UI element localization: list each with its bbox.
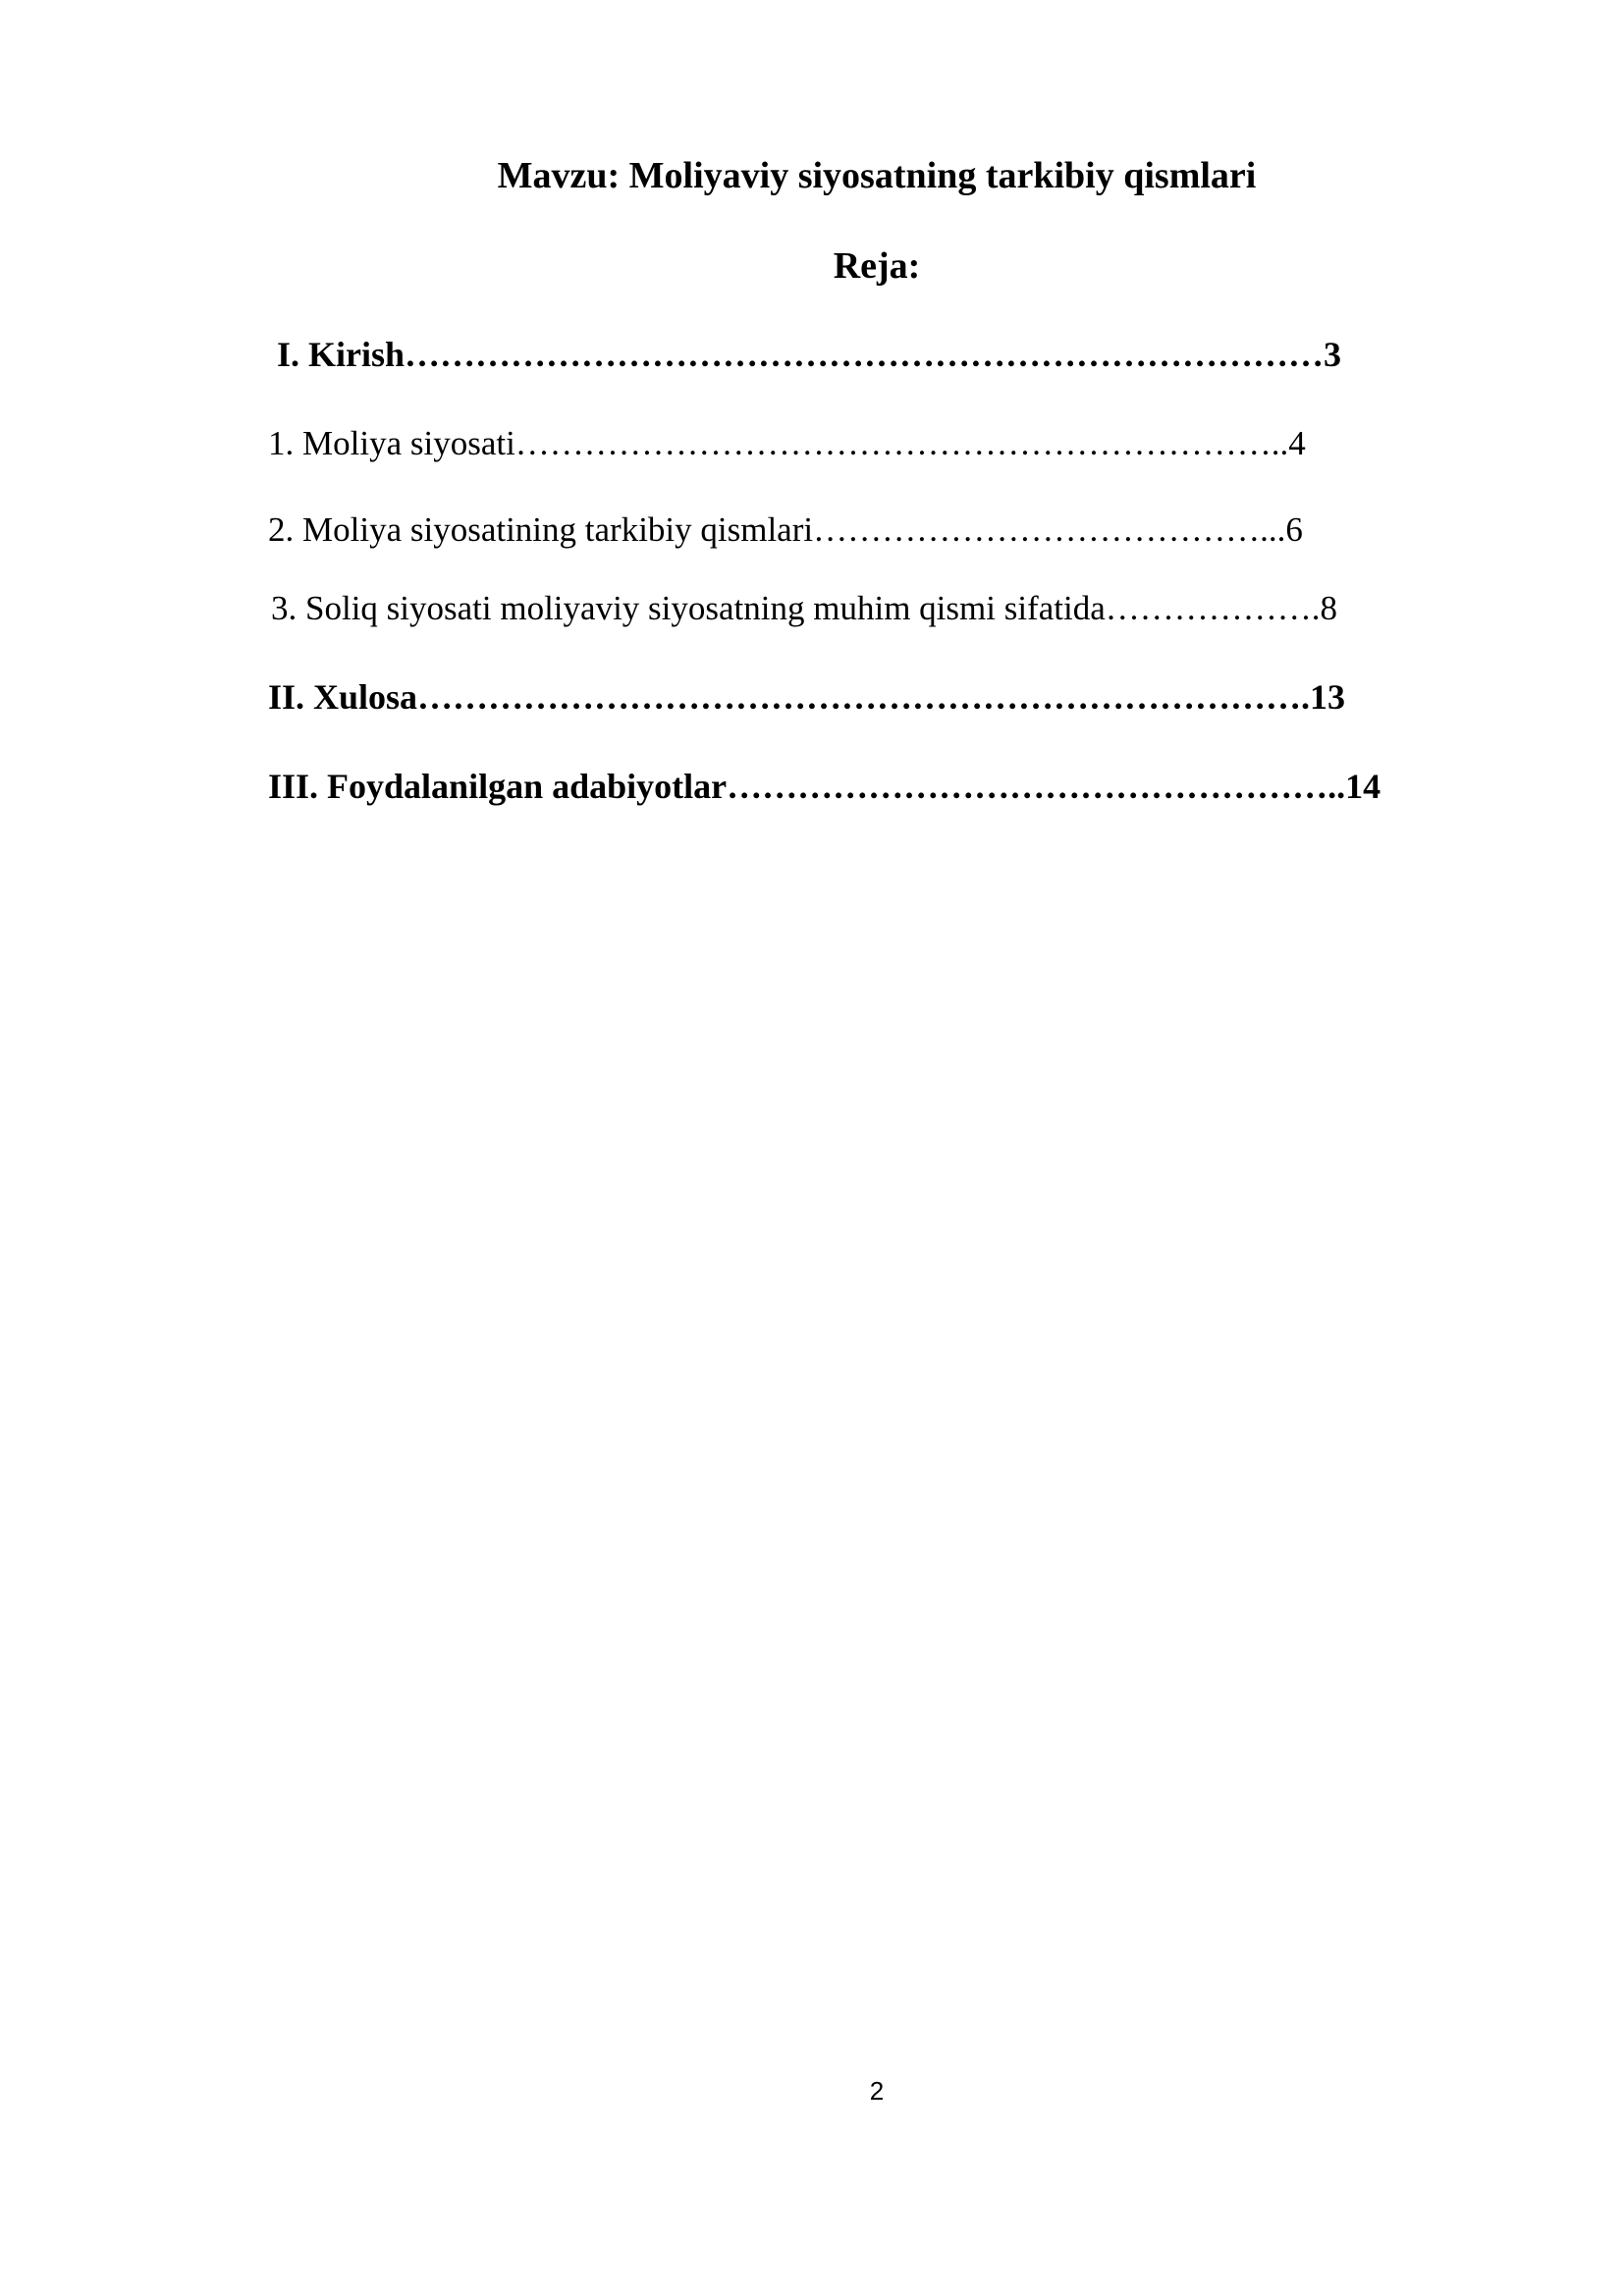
plan-heading: Reja: (833, 245, 921, 287)
toc-entry-finance-policy: 1. Moliya siyosati…………………………………………………………..4 (268, 424, 1306, 462)
page-number: 2 (869, 2076, 885, 2106)
toc-entry-policy-components: 2. Moliya siyosatining tarkibiy qismlari…………………………………...6 (268, 510, 1303, 549)
document-title: Mavzu: Moliyaviy siyosatning tarkibiy qismlari (497, 155, 1257, 196)
toc-entry-references: III. Foydalanilgan adabiyotlar……………………………………………..14 (268, 767, 1381, 806)
toc-entry-introduction: I. Kirish……………………………………………………………………3 (277, 335, 1342, 374)
toc-entry-tax-policy: 3. Soliq siyosati moliyaviy siyosatning muhim qismi sifatida……………….8 (271, 589, 1337, 627)
toc-entry-conclusion: II. Xulosa………………………………………………………………….13 (268, 677, 1346, 717)
